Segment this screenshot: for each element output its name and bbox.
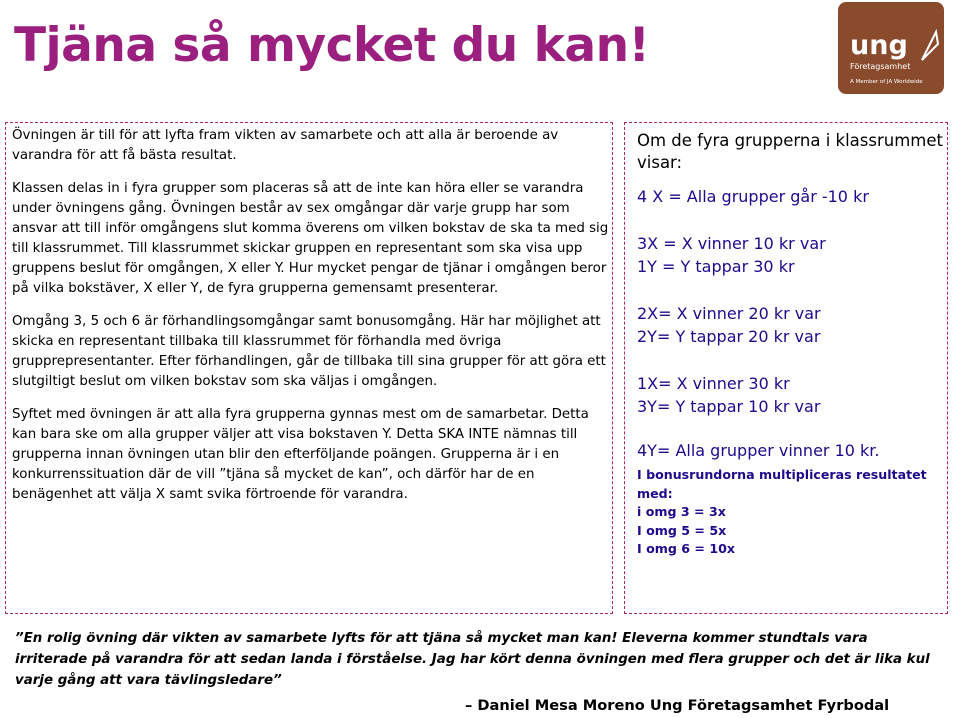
page-title: Tjäna så mycket du kan!	[14, 18, 650, 73]
rule-3x-a: 3X = X vinner 10 kr var	[637, 233, 826, 253]
scoring-rules	[637, 130, 945, 559]
bonus-round-3: i omg 3 = 3x	[637, 504, 726, 519]
rule-3x-b: 1Y = Y tappar 30 kr	[637, 257, 795, 276]
setup-paragraph: Klassen delas in i fyra grupper som placeras så att de inte kan höra eller se varandra under övningens gång. Övningen består av sex omgångar där varje grupp har som ansvar att till inför omgångens slut komma överens om vilken bokstav de ska ta med sig till klassrummet. Till klassrummet skickar gruppen en representant som ska visa upp gruppens beslut för omgången, X eller Y. Hur mycket pengar de tjänar i omgången beror på vilka bokstäver, X eller Y, de fyra grupperna gemensamt presenterar.	[12, 181, 609, 296]
negotiation-paragraph: Omgång 3, 5 och 6 är förhandlingsomgångar samt bonusomgång. Här har möjlighet att skicka en representant tillbaka till klassrummet för förhandla med övriga grupprepresentanter. Efter förhandlingen, går de tillbaka till sina grupper för att göra ett slutgiltigt beslut om vilken bokstav som ska väljas i omgången.	[12, 314, 606, 389]
rule-1x-a: 1X= X vinner 30 kr	[637, 373, 790, 393]
testimonial-quote: ”En rolig övning där vikten av samarbete lyfts för att tjäna så mycket man kan! Eleverna kommer stundtals vara irriterade på varandra för att sedan landa i förståelse. Jag har kört denna övningen med flera grupper och det är lika kul varje gång att vara tävlingsledare”	[15, 631, 930, 688]
bonus-round-6: I omg 6 = 10x	[637, 541, 735, 556]
logo-tagline: A Member of JA Worldwide	[850, 79, 923, 85]
rule-1x-b: 3Y= Y tappar 10 kr var	[637, 397, 821, 416]
scoring-heading: Om de fyra grupperna i klassrummet visar:	[637, 131, 943, 172]
ung-foretagsamhet-logo	[838, 2, 944, 94]
intro-paragraph: Övningen är till för att lyfta fram vikten av samarbete och att alla är beroende av varandra för att få bästa resultat.	[12, 128, 559, 163]
bonus-round-5: I omg 5 = 5x	[637, 522, 727, 538]
logo-arrow-icon	[920, 26, 940, 64]
testimonial-signature: – Daniel Mesa Moreno Ung Företagsamhet Fyrbodal	[465, 697, 890, 714]
instructions-text	[12, 126, 609, 518]
logo-wordmark: ung	[850, 30, 908, 61]
rule-2x-a: 2X= X vinner 20 kr var	[637, 303, 821, 323]
logo-subtitle: Företagsamhet	[850, 62, 911, 71]
rule-4x: 4 X = Alla grupper går -10 kr	[637, 187, 869, 206]
purpose-paragraph: Syftet med övningen är att alla fyra grupperna gynnas mest om de samarbetar. Detta kan bara ske om alla grupper väljer att visa bokstaven Y. Detta SKA INTE nämnas till grupperna innan övningen utan blir den efterföljande poängen. Grupperna är i en konkurrenssituation där de vill ”tjäna så mycket de kan”, och därför har de en benägenhet att välja X samt svika förtroende för varandra.	[12, 407, 589, 502]
bonus-intro: I bonusrundorna multipliceras resultatet med:	[637, 467, 927, 501]
rule-2x-b: 2Y= Y tappar 20 kr var	[637, 327, 821, 346]
rule-4y: 4Y= Alla grupper vinner 10 kr.	[637, 440, 880, 460]
